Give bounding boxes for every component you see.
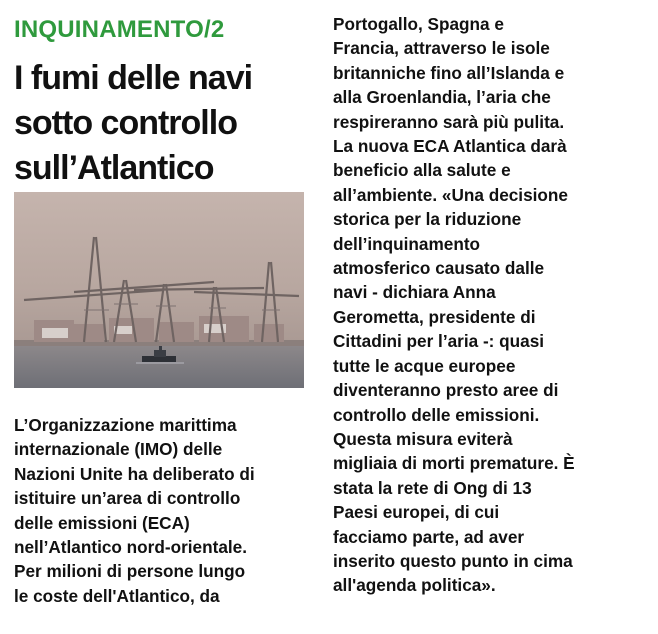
body-text-line: Cittadini per l’aria -: quasi: [333, 331, 545, 352]
body-text-line: Portogallo, Spagna e: [333, 14, 504, 34]
body-text-line: migliaia di morti premature. È: [333, 453, 575, 474]
body-text-line: all’ambiente. «Una decisione: [333, 184, 568, 205]
body-text-line: nell’Atlantico nord-orientale.: [14, 537, 248, 558]
body-text-line: storica per la riduzione: [333, 209, 522, 230]
body-text-line: atmosferico causato dalle: [333, 258, 545, 279]
headline-line: I fumi delle navi: [14, 59, 253, 97]
body-text-line: istituire un’area di controllo: [14, 488, 241, 509]
body-text-line: Per milioni di persone lungo: [14, 561, 246, 582]
body-text-line: stata la rete di Ong di 13: [333, 477, 532, 498]
body-text-line: L’Organizzazione marittima: [14, 415, 237, 435]
body-text-line: tutte le acque europee: [333, 355, 516, 376]
body-text-line: delle emissioni (ECA): [14, 512, 190, 533]
article-headline: [14, 56, 314, 191]
body-text-line: Gerometta, presidente di: [333, 306, 536, 327]
body-text-line: Questa misura eviterà: [333, 428, 513, 449]
body-text-line: controllo delle emissioni.: [333, 404, 540, 425]
body-text-line: respireranno sarà più pulita.: [333, 111, 565, 132]
article-body-right-column: [333, 12, 633, 598]
section-kicker: INQUINAMENTO/2: [14, 16, 225, 43]
body-text-line: beneficio alla salute e: [333, 160, 511, 181]
harbor-photo-icon: [14, 192, 304, 388]
body-text-line: inserito questo punto in cima: [333, 550, 573, 571]
article-body-left-column: [14, 413, 314, 608]
body-text-line: internazionale (IMO) delle: [14, 439, 223, 460]
headline-line: sotto controllo: [14, 104, 237, 142]
body-text-line: Francia, attraverso le isole: [333, 38, 550, 59]
body-text-line: diventeranno presto aree di: [333, 380, 559, 401]
body-text-line: dell’inquinamento: [333, 233, 481, 254]
body-text-line: le coste dell'Atlantico, da: [14, 585, 220, 606]
body-text-line: navi - dichiara Anna: [333, 282, 496, 303]
body-text-line: britanniche fino all’Islanda e: [333, 62, 565, 83]
headline-line: sull’Atlantico: [14, 149, 214, 187]
body-text-line: Nazioni Unite ha deliberato di: [14, 463, 255, 484]
body-text-line: all'agenda politica».: [333, 575, 496, 596]
body-text-line: La nuova ECA Atlantica darà: [333, 136, 567, 157]
body-text-line: alla Groenlandia, l’aria che: [333, 87, 551, 108]
body-text-line: facciamo parte, ad aver: [333, 526, 525, 547]
body-text-line: Paesi europei, di cui: [333, 502, 500, 523]
